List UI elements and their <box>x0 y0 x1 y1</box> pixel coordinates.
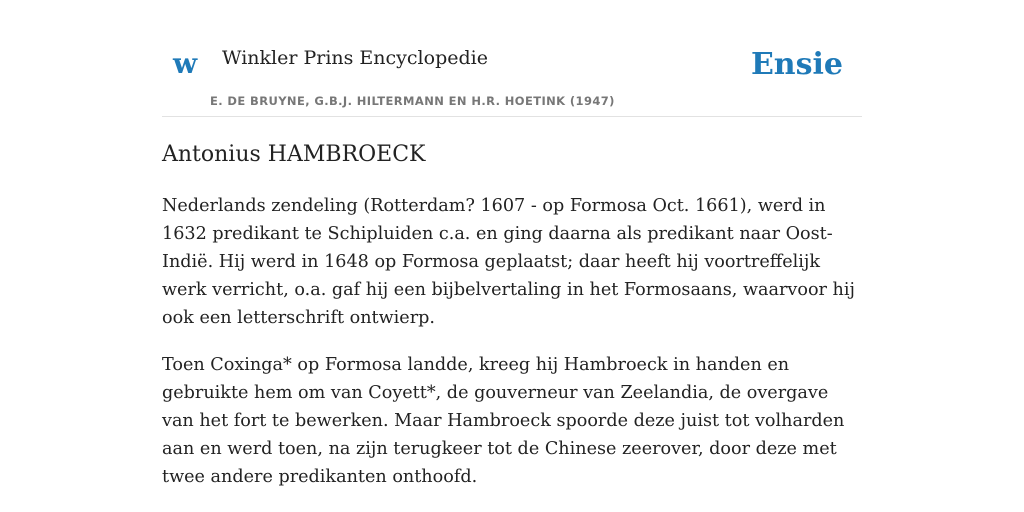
publication-logo[interactable]: w <box>173 47 198 80</box>
article-paragraph: Toen Coxinga* op Formosa landde, kreeg hij Hambroeck in handen en gebruikte hem om van Coyett*, de gouverneur van Zeelandia, de overgave van het fort te bewerken. Maar Hambroeck spoorde deze juist tot volharden aan en werd toen, na zijn terugkeer tot de Chinese zeerover, door deze met twee andere predikanten onthoofd. <box>162 355 845 487</box>
site-header <box>162 0 862 117</box>
article-paragraph: Nederlands zendeling (Rotterdam? 1607 - op Formosa Oct. 1661), werd in 1632 predikant te Schipluiden c.a. en ging daarna als predikant naar Oost-Indië. Hij werd in 1648 op Formosa geplaatst; daar heeft hij voortreffelijk werk verricht, o.a. gaf hij een bijbelvertaling in het Formosaans, waarvoor hij ook een letterschrift ontwierp. <box>162 196 855 328</box>
publication-authors: E. DE BRUYNE, G.B.J. HILTERMANN EN H.R. HOETINK (1947) <box>210 94 615 108</box>
article-body <box>162 192 862 510</box>
article-title: Antonius HAMBROECK <box>162 142 426 167</box>
brand-logo[interactable]: Ensie <box>750 47 843 82</box>
publication-title[interactable]: Winkler Prins Encyclopedie <box>222 47 488 69</box>
